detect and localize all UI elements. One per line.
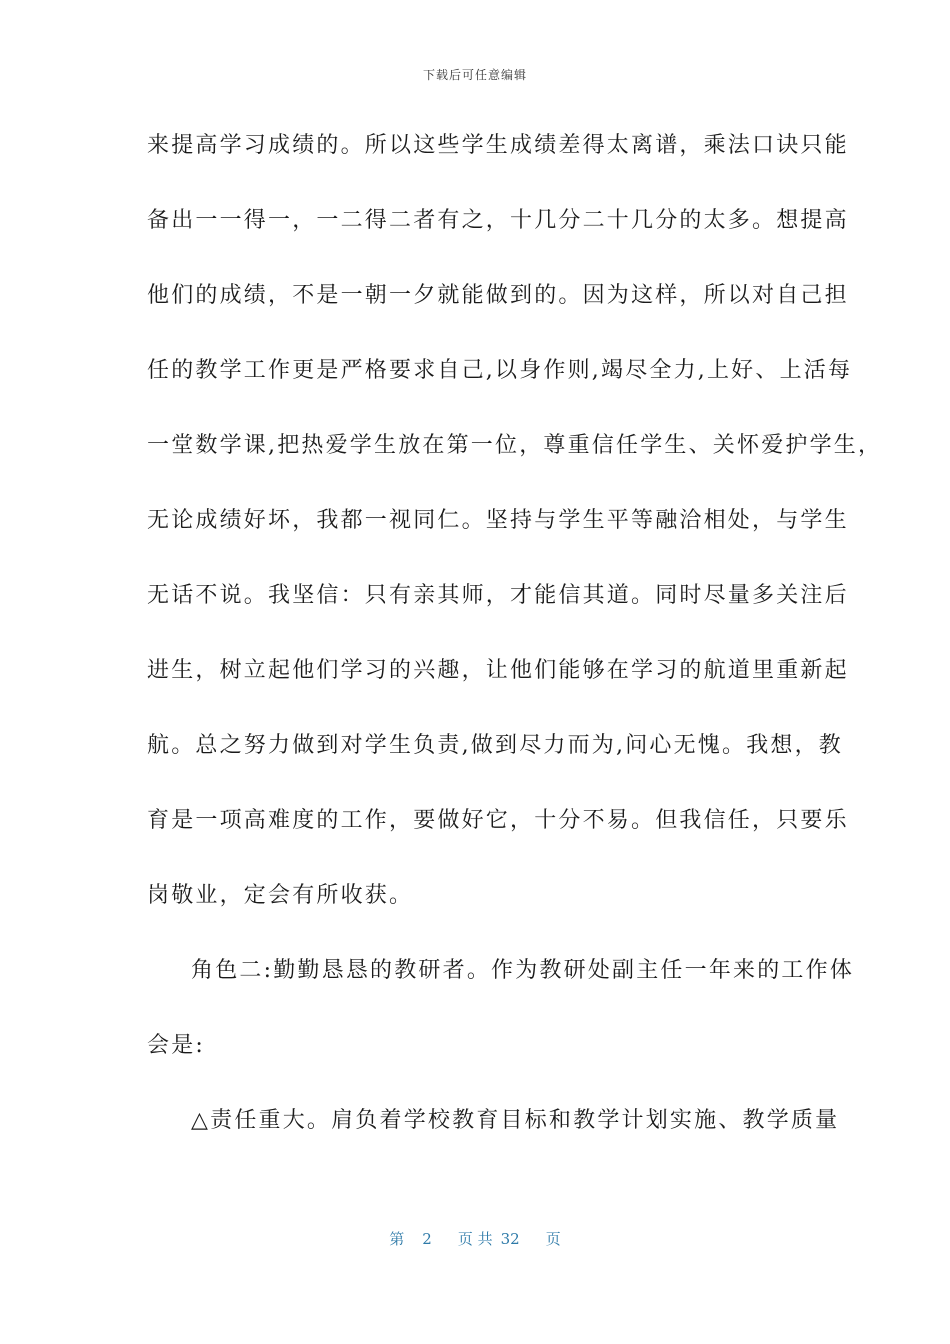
text-line: 航。总之努力做到对学生负责,做到尽力而为,问心无愧。我想，教 [147,733,843,758]
text-line: 育是一项高难度的工作，要做好它，十分不易。但我信任，只要乐 [147,808,849,833]
total-page-number: 32 [500,1230,520,1248]
current-page-number: 2 [422,1230,432,1248]
text-line: 进生，树立起他们学习的兴趣，让他们能够在学习的航道里重新起 [147,658,849,683]
text-line: 无话不说。我坚信：只有亲其师，才能信其道。同时尽量多关注后 [147,583,849,608]
text-line: 他们的成绩，不是一朝一夕就能做到的。因为这样，所以对自己担 [147,283,849,308]
text-line: 会是: [147,1033,206,1058]
text-line: 来提高学习成绩的。所以这些学生成绩差得太离谱，乘法口诀只能 [147,133,849,158]
text-line: 任的教学工作更是严格要求自己,以身作则,竭尽全力,上好、上活每 [147,358,853,383]
text-line: 备出一一得一，一二得二者有之，十几分二十几分的太多。想提高 [147,208,849,233]
footer-label-ye: 页 [545,1230,561,1248]
footer-label-ye-gong: 页 共 [457,1230,493,1248]
bullet-line: △责任重大。肩负着学校教育目标和教学计划实施、教学质量 [191,1108,840,1133]
text-line: 一堂数学课,把热爱学生放在第一位，尊重信任学生、关怀爱护学生， [147,433,883,458]
text-line: 岗敬业，定会有所收获。 [147,883,414,908]
document-body [147,126,883,1176]
paragraph-heading-line: 角色二:勤勤恳恳的教研者。作为教研处副主任一年来的工作体 [191,958,855,983]
footer-label-di: 第 [389,1230,405,1248]
page-footer [0,1228,950,1249]
page-header-note: 下载后可任意编辑 [422,68,527,82]
text-line: 无论成绩好坏，我都一视同仁。坚持与学生平等融洽相处，与学生 [147,508,849,533]
